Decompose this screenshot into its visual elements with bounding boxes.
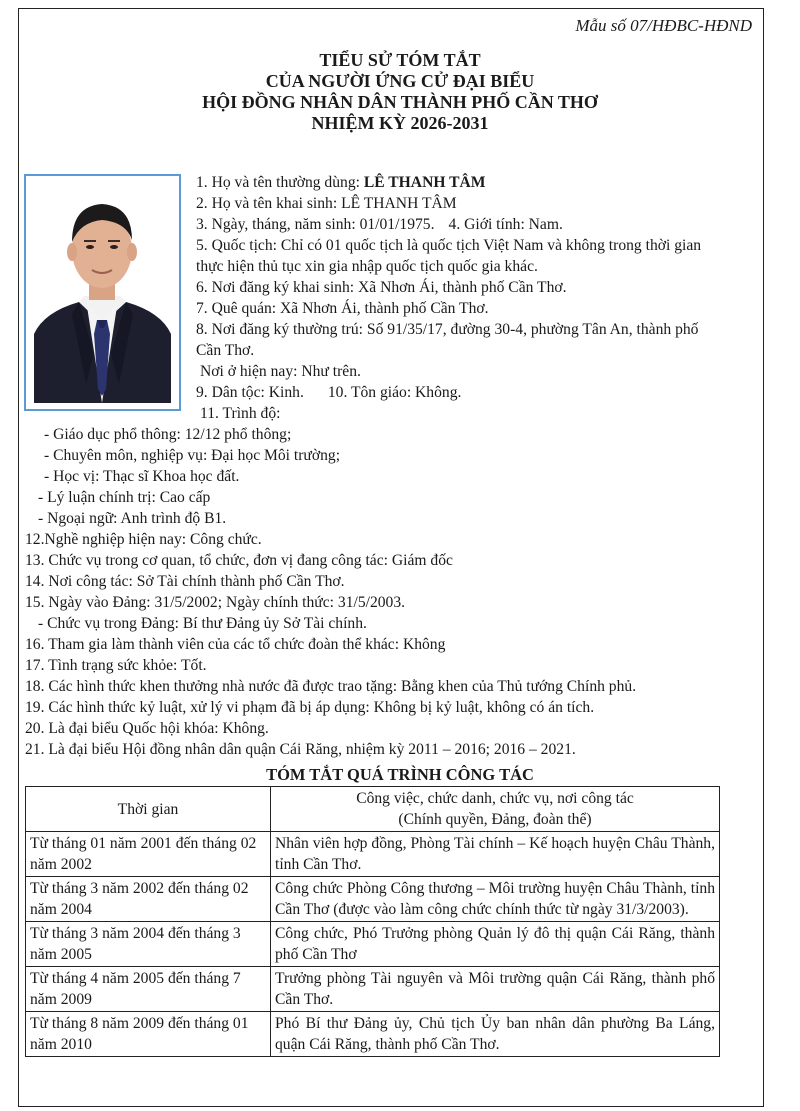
time-cell: Từ tháng 3 năm 2004 đến tháng 3 năm 2005 [26,922,271,967]
bio-line-11b: - Chuyên môn, nghiệp vụ: Đại học Môi trường; [44,447,341,464]
common-name-value: LÊ THANH TÂM [363,174,486,191]
title-line-1: TIỂU SỬ TÓM TẮT [319,50,481,70]
time-cell: Từ tháng 3 năm 2002 đến tháng 02 năm 2004 [26,877,271,922]
bio-line-11a: - Giáo dục phổ thông: 12/12 phổ thông; [44,426,292,443]
portrait-image [34,184,171,403]
title-line-2: CỦA NGƯỜI ỨNG CỬ ĐẠI BIỂU [265,71,535,91]
work-section-title: TÓM TẮT QUÁ TRÌNH CÔNG TÁC [266,765,534,784]
table-header-row [26,787,720,832]
bio-line-2: 2. Họ và tên khai sinh: LÊ THANH TÂM [196,195,457,212]
bio-line-7: 7. Quê quán: Xã Nhơn Ái, thành phố Cần Thơ. [196,300,489,317]
religion: 10. Tôn giáo: Không. [327,384,462,401]
table-row [26,877,720,922]
bio-line-15: 15. Ngày vào Đảng: 31/5/2002; Ngày chính thức: 31/5/2003. [25,594,406,611]
bio-line-18: 18. Các hình thức khen thưởng nhà nước đã được trao tặng: Bằng khen của Thủ tướng Chính phủ. [25,678,637,695]
table-row [26,967,720,1012]
bio-line-14: 14. Nơi công tác: Sở Tài chính thành phố Cần Thơ. [25,573,345,590]
bio-line-19: 19. Các hình thức kỷ luật, xử lý vi phạm đã bị áp dụng: Không bị kỷ luật, không có án tích. [25,699,595,716]
bio-line-5a: 5. Quốc tịch: Chỉ có 01 quốc tịch là quốc tịch Việt Nam và không trong thời gian [196,237,702,254]
work-history-table [25,786,720,1057]
column-header-position [271,787,720,832]
bio-line-20: 20. Là đại biểu Quốc hội khóa: Không. [25,720,269,737]
position-cell: Nhân viên hợp đồng, Phòng Tài chính – Kế hoạch huyện Châu Thành, tỉnh Cần Thơ. [271,832,720,877]
column-header-time: Thời gian [26,787,271,832]
bio-line-11: 11. Trình độ: [200,405,281,422]
birth-date: 3. Ngày, tháng, năm sinh: 01/01/1975. [196,216,435,233]
position-cell: Phó Bí thư Đảng ủy, Chủ tịch Ủy ban nhân dân phường Ba Láng, quận Cái Răng, thành phố Cần Thơ. [271,1012,720,1057]
time-cell: Từ tháng 01 năm 2001 đến tháng 02 năm 2002 [26,832,271,877]
bio-line-16: 16. Tham gia làm thành viên của các tổ chức đoàn thể khác: Không [25,636,446,653]
table-row [26,832,720,877]
bio-line-17: 17. Tình trạng sức khỏe: Tốt. [25,657,207,674]
bio-line-6: 6. Nơi đăng ký khai sinh: Xã Nhơn Ái, thành phố Cần Thơ. [196,279,567,296]
bio-line-8c: Nơi ở hiện nay: Như trên. [200,363,361,380]
bio-line-9 [196,382,461,403]
position-cell: Công chức, Phó Trưởng phòng Quản lý đô thị quận Cái Răng, thành phố Cần Thơ [271,922,720,967]
bio-line-1 [196,172,485,193]
bio-line-21: 21. Là đại biểu Hội đồng nhân dân quận Cái Răng, nhiệm kỳ 2011 – 2016; 2016 – 2021. [25,741,576,758]
table-row [26,1012,720,1057]
gender: 4. Giới tính: Nam. [448,216,563,233]
bio-line-8a: 8. Nơi đăng ký thường trú: Số 91/35/17, đường 30-4, phường Tân An, thành phố [196,321,699,338]
bio-line-11e: - Ngoại ngữ: Anh trình độ B1. [38,510,227,527]
ethnicity: 9. Dân tộc: Kinh. [196,384,304,401]
bio-line-11c: - Học vị: Thạc sĩ Khoa học đất. [44,468,240,485]
bio-line-11d: - Lý luận chính trị: Cao cấp [38,489,211,506]
title-line-3: HỘI ĐỒNG NHÂN DÂN THÀNH PHỐ CẦN THƠ [202,92,598,112]
form-number: Mẫu số 07/HĐBC-HĐND [575,16,752,35]
time-cell: Từ tháng 8 năm 2009 đến tháng 01 năm 2010 [26,1012,271,1057]
position-cell: Công chức Phòng Công thương – Môi trường huyện Châu Thành, tỉnh Cần Thơ (được vào làm công chức chính thức từ ngày 31/3/2003). [271,877,720,922]
table-row [26,922,720,967]
portrait-photo [24,174,181,411]
bio-line-8b: Cần Thơ. [196,342,255,359]
document-title [0,50,800,134]
bio-line-13: 13. Chức vụ trong cơ quan, tổ chức, đơn vị đang công tác: Giám đốc [25,552,453,569]
bio-line-5b: thực hiện thủ tục xin gia nhập quốc tịch quốc gia khác. [196,258,538,275]
bio-line-15b: - Chức vụ trong Đảng: Bí thư Đảng ủy Sở Tài chính. [38,615,367,632]
title-line-4: NHIỆM KỲ 2026-2031 [311,113,489,133]
column-header-position-line-1: Công việc, chức danh, chức vụ, nơi công tác [356,790,634,807]
bio-line-3 [196,214,563,235]
bio-line-12: 12.Nghề nghiệp hiện nay: Công chức. [25,531,262,548]
time-cell: Từ tháng 4 năm 2005 đến tháng 7 năm 2009 [26,967,271,1012]
column-header-position-line-2: (Chính quyền, Đảng, đoàn thể) [398,811,592,828]
position-cell: Trưởng phòng Tài nguyên và Môi trường quận Cái Răng, thành phố Cần Thơ. [271,967,720,1012]
common-name-label: 1. Họ và tên thường dùng: [196,174,364,191]
